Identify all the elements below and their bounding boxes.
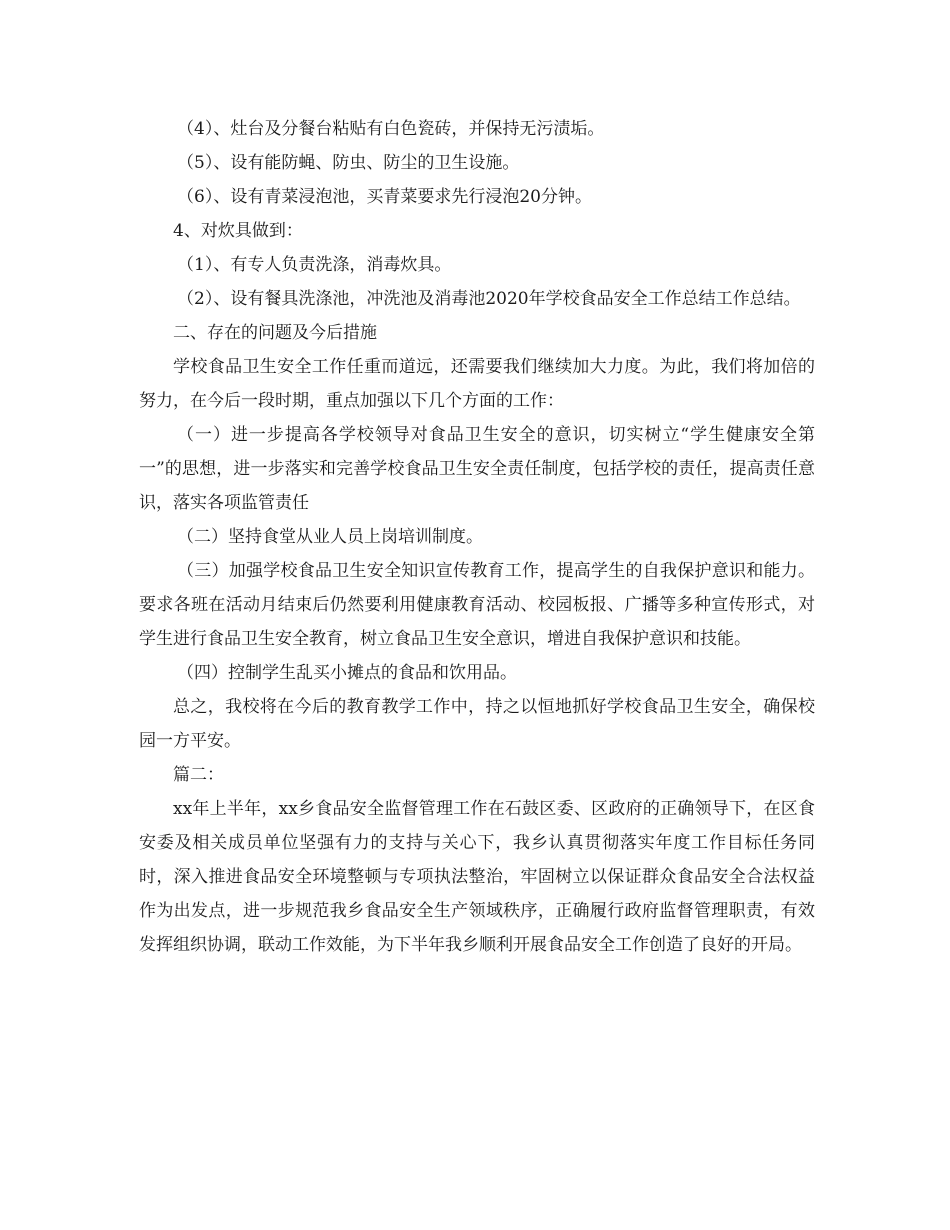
paragraph: xx年上半年，xx乡食品安全监督管理工作在石鼓区委、区政府的正确领导下，在区食安委及相关成员单位坚强有力的支持与关心下，我乡认真贯彻落实年度工作目标任务同时，深入推进食品安全环境整顿与专项执法整治，牢固树立以保证群众食品安全合法权益作为出发点，进一步规范我乡食品安全生产领域秩序，正确履行政府监督管理职责，有效发挥组织协调，联动工作效能，为下半年我乡顺利开展食品安全工作创造了良好的开局。 (139, 799, 815, 955)
paragraph: （二）坚持食堂从业人员上岗培训制度。 (177, 527, 483, 547)
paragraph: 4、对炊具做到： (173, 221, 303, 241)
paragraph: （一）进一步提高各学校领导对食品卫生安全的意识，切实树立“学生健康安全第一”的思想，进一步落实和完善学校食品卫生安全责任制度，包括学校的责任，提高责任意识，落实各项监管责任 (139, 425, 815, 513)
paragraph: （四）控制学生乱买小摊点的食品和饮用品。 (177, 663, 517, 683)
section-heading: 篇二： (173, 765, 224, 785)
paragraph: 学校食品卫生安全工作任重而道远，还需要我们继续加大力度。为此，我们将加倍的努力，在今后一段时期，重点加强以下几个方面的工作： (139, 357, 815, 411)
paragraph: （4）、灶台及分餐台粘贴有白色瓷砖，并保持无污渍垢。 (177, 119, 605, 139)
paragraph: （三）加强学校食品卫生安全知识宣传教育工作，提高学生的自我保护意识和能力。要求各班在活动月结束后仍然要利用健康教育活动、校园板报、广播等多种宣传形式，对学生进行食品卫生安全教育，树立食品卫生安全意识，增进自我保护意识和技能。 (139, 561, 815, 649)
section-heading: 二、存在的问题及今后措施 (173, 323, 377, 343)
paragraph: （6）、设有青菜浸泡池，买青菜要求先行浸泡20分钟。 (177, 187, 592, 207)
paragraph: （5）、设有能防蝇、防虫、防尘的卫生设施。 (177, 153, 520, 173)
paragraph: （2）、设有餐具洗涤池，冲洗池及消毒池2020年学校食品安全工作总结工作总结。 (177, 289, 801, 309)
document-page (139, 112, 815, 962)
paragraph: （1）、有专人负责洗涤，消毒炊具。 (177, 255, 452, 275)
paragraph: 总之，我校将在今后的教育教学工作中，持之以恒地抓好学校食品卫生安全，确保校园一方平安。 (139, 697, 815, 751)
